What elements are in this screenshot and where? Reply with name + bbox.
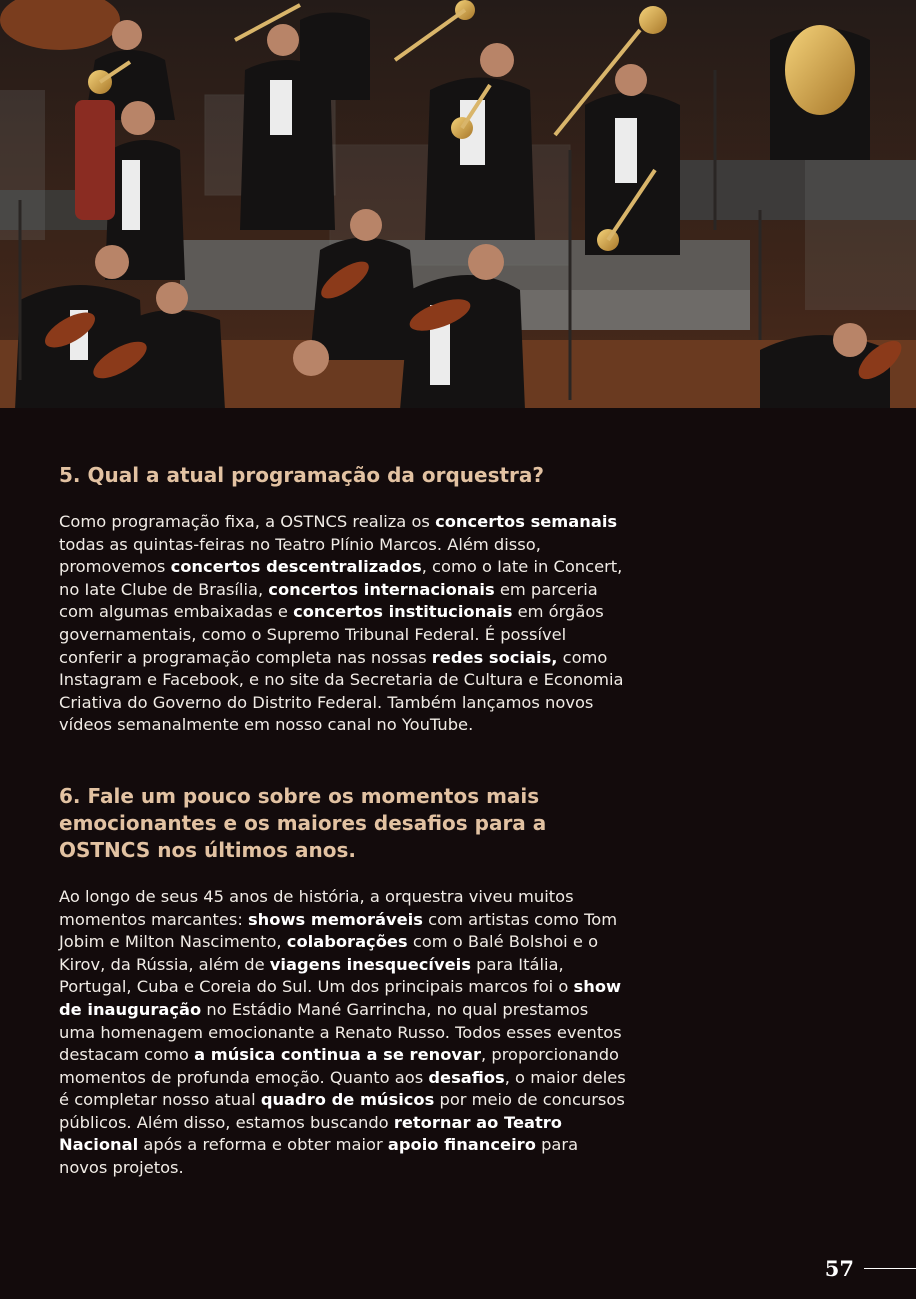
body-text: em órgãos governamentais, como o Supremo Tribunal Federal. É possível conferir a programação completa nas nossas xyxy=(59,602,604,667)
question-5-heading: 5. Qual a atual programação da orquestra? xyxy=(59,463,545,487)
question-5-answer xyxy=(59,511,629,737)
question-6-heading: 6. Fale um pouco sobre os momentos mais emocionantes e os maiores desafios para a OSTNCS nos últimos anos. xyxy=(59,783,547,862)
emphasis-text: a música continua a se renovar xyxy=(194,1045,482,1065)
emphasis-text: viagens inesquecíveis xyxy=(269,954,471,974)
page-footer xyxy=(825,1254,916,1282)
emphasis-text: shows memoráveis xyxy=(247,909,423,929)
emphasis-text: redes sociais, xyxy=(431,647,558,667)
body-text: todas as quintas-feiras no Teatro Plínio Marcos. Além disso, promovemos xyxy=(59,534,541,577)
body-text: , o maior deles é completar nosso atual xyxy=(59,1067,626,1110)
body-text: para novos projetos. xyxy=(59,1135,579,1178)
body-text: após a reforma e obter maior xyxy=(138,1135,388,1155)
body-text: no Estádio Mané Garrincha, no qual prestamos uma homenagem emocionante a Renato Russo. Todos esses eventos destacam como xyxy=(59,999,622,1065)
emphasis-text: desafios xyxy=(428,1067,505,1087)
question-6-answer xyxy=(59,886,629,1180)
body-text: , como o Iate in Concert, no Iate Clube de Brasília, xyxy=(59,557,623,599)
body-text: Ao longo de seus 45 anos de história, a orquestra viveu muitos momentos marcantes: xyxy=(59,886,574,929)
emphasis-text: concertos descentralizados xyxy=(170,557,422,577)
page-number: 57 xyxy=(824,1255,854,1281)
page-number-rule xyxy=(864,1268,916,1269)
body-text: com artistas como Tom Jobim e Milton Nascimento, xyxy=(59,909,618,952)
body-text: como Instagram e Facebook, e no site da Secretaria de Cultura e Economia Criativa do Governo do Distrito Federal. Também lançamos novos vídeos semanalmente em nosso canal no YouTube. xyxy=(59,647,624,735)
emphasis-text: retornar ao Teatro Nacional xyxy=(59,1112,562,1155)
emphasis-text: show de inauguração xyxy=(59,977,622,1019)
emphasis-text: concertos institucionais xyxy=(293,602,513,622)
body-text: por meio de concursos públicos. Além disso, estamos buscando xyxy=(59,1090,625,1132)
orchestra-photo xyxy=(0,0,916,408)
body-text: em parceria com algumas embaixadas e xyxy=(59,579,598,622)
emphasis-text: concertos internacionais xyxy=(268,579,495,599)
body-text: Como programação fixa, a OSTNCS realiza os xyxy=(59,512,436,531)
body-text: , proporcionando momentos de profunda emoção. Quanto aos xyxy=(59,1045,619,1087)
body-text: com o Balé Bolshoi e o Kirov, da Rússia, além de xyxy=(59,932,599,974)
interview-article xyxy=(59,462,629,1180)
orchestra-photo-illustration xyxy=(0,0,916,408)
emphasis-text: colaborações xyxy=(286,932,408,952)
emphasis-text: apoio financeiro xyxy=(387,1135,536,1155)
body-text: para Itália, Portugal, Cuba e Coreia do Sul. Um dos principais marcos foi o xyxy=(59,954,574,997)
emphasis-text: concertos semanais xyxy=(435,512,618,531)
emphasis-text: quadro de músicos xyxy=(260,1090,435,1110)
